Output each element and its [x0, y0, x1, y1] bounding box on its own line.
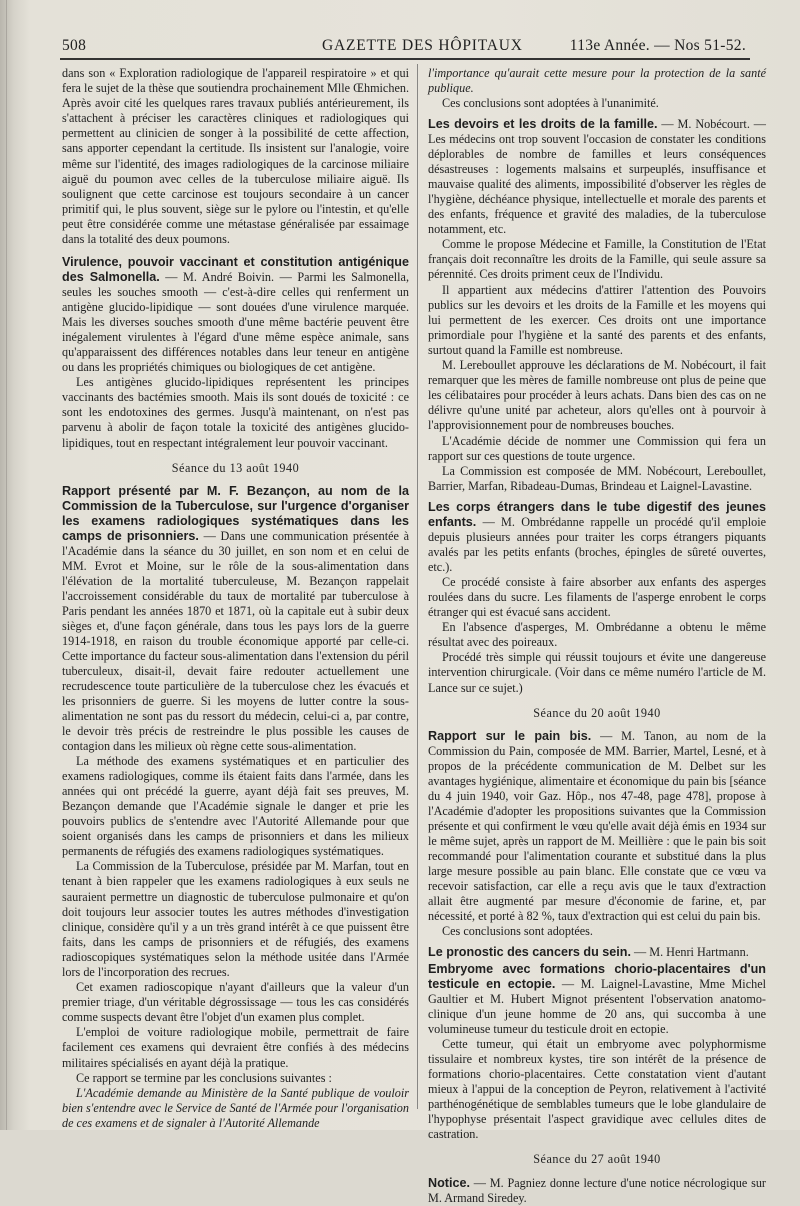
paragraph: Comme le propose Médecine et Famille, la Constitution de l'Etat français doit reconnaître les droits de la Famille, qui seule assure sa pérennité. Ces droits priment ceux de l'Individu. [428, 237, 766, 282]
paragraph: L'Académie demande au Ministère de la Santé publique de vouloir bien s'entendre avec le Service de Santé de l'Armée pour l'organisation de ces examens et de signaler à l'Autorité Allemande [62, 1085, 409, 1130]
article-heading: Notice. — M. Pagniez donne lecture d'une notice nécrologique sur M. Armand Siredey. [428, 1175, 766, 1205]
paragraph: Ces conclusions sont adoptées à l'unanimité. [442, 96, 659, 111]
paragraph: Ce rapport se termine par les conclusions suivantes : [76, 1070, 332, 1085]
paragraph: La Commission est composée de MM. Nobécourt, Lereboullet, Barrier, Marfan, Ribadeau-Dumas, Brindeau et Laignel-Lavastine. [428, 463, 766, 493]
paragraph: dans son « Exploration radiologique de l'appareil respiratoire » et qui fera le sujet de la thèse que soutiendra prochainement Mlle Œhmichen. Après avoir cité les quelques rares travaux publiés antérieurement, ils s'attachent à préciser les caractères cliniques et radiologiques qui permettent au clinicien de songer à la possibilité de cette affection, sans apporter cependant la certitude. Ils insistent sur l'analogie, voire même sur l'identité, des images radiologiques de la carcinose miliaire aiguë du poumon avec celles de la tuberculose miliaire aiguë. Ils soulignent que cette carcinose est toujours secondaire à un cancer primitif qui, le plus souvent, siège sur le pylore ou l'intestin, et qu'elle peut être considérée comme une métastase généralisée par essaimage dans la totalité des deux poumons. [62, 66, 409, 247]
paragraph: Procédé très simple qui réussit toujours et évite une dangereuse intervention chirurgicale. (Voir dans ce même numéro l'article de M. Lance sur ce sujet.) [428, 650, 766, 695]
header-rule [60, 58, 750, 60]
paragraph: La Commission de la Tuberculose, présidée par M. Marfan, tout en tenant à bien rappeler que les examens radiologiques à eux seuls ne sauraient permettre un diagnostic de tuberculose pulmonaire et qu'on doit toujours leur associer toutes les autres méthodes d'investigation clinique, considère qu'il y a un très grand intérêt à ce que puissent être faits, dans les camps de prisonniers et de réfugiés, des examens radioscopiques systématiques selon la méthode usitée dans l'Armée lors de l'incorporation des recrues. [62, 859, 409, 979]
column-divider [417, 64, 418, 1109]
right-column [428, 66, 766, 1206]
article-heading: Embryome avec formations chorio-placentaires d'un testicule en ectopie. — M. Laignel-Lavastine, Mme Michel Gaultier et M. Hubert Mignot présentent l'observation anatomo-clinique d'un jeune homme de 20 ans, qui succomba à une volumineuse tumeur du testicule droit en ectopie. [428, 961, 766, 1036]
paragraph: Cet examen radioscopique n'ayant d'ailleurs que la valeur d'un premier triage, d'un véritable dégrossissage — tous les cas considérés comme suspects devant être l'objet d'un examen plus complet. [62, 980, 409, 1025]
paragraph: L'Académie décide de nommer une Commission qui fera un rapport sur ces questions de toute urgence. [428, 433, 766, 463]
article-heading: Les devoirs et les droits de la famille. — M. Nobécourt. — Les médecins ont trop souvent l'occasion de constater les conditions déplorables de nombre de familles et leurs conséquences désastreuses : logements malsains et surpeuplés, insuffisance et mauvaise qualité des aliments, impossibilité d'observer les règles de l'hygiène, déchéance physique, intellectuelle et morale des parents et des enfants, fréquence et gravité des maladies, de la tuberculose notamment, etc. [428, 117, 766, 237]
paragraph: La méthode des examens systématiques et en particulier des examens radiologiques, comme ils étaient faits dans l'armée, dans les années qui ont précédé la guerre, ayant déjà fait ses preuves, M. Bezançon demande que l'Académie signale le danger et prie les pouvoirs publics de s'entendre avec l'Autorité Allemande pour que soient organisés dans les camps de prisonniers et dans les milieux permanents de réfugiés des examens radiologiques systématiques. [62, 753, 409, 859]
article-heading: Le pronostic des cancers du sein. — M. Henri Hartmann. [428, 944, 749, 959]
paragraph: Ces conclusions sont adoptées. [442, 923, 593, 938]
paragraph: Il appartient aux médecins d'attirer l'attention des Pouvoirs publics sur les devoirs et les droits de la Famille et les moyens qui lui permettent de les exercer. Ces droits ont une importance primordiale pour l'hygiène et la santé des parents et des enfants, surtout quand la Famille est nombreuse. [428, 282, 766, 357]
page-number: 508 [62, 37, 87, 54]
paragraph: M. Lereboullet approuve les déclarations de M. Nobécourt, il fait remarquer que les mères de famille nombreuse ont plus de peine que les célibataires pour procéder à leurs achats. Dans bien des cas on ne délivre qu'une unité par acheteur, alors qu'elles ont à pourvoir à l'approvisionnement pour de nombreuses bouches. [428, 358, 766, 433]
journal-title: GAZETTE DES HÔPITAUX [322, 37, 523, 54]
article-heading: Virulence, pouvoir vaccinant et constitution antigénique des Salmonella. — M. André Boivin. — Parmi les Salmonella, seules les souches smooth — c'est-à-dire celles qui renferment un antigène glucido-lipidique — sont douées d'une virulence marquée. Mais les diverses souches smooth d'une même bactérie peuvent être inégalement virulentes à l'égard d'une même espèce animale, sans qu'apparaissent des différences notables dans leur teneur en antigène ou dans les propriétés chimiques ou biologiques de cet antigène. [62, 255, 409, 375]
article-heading: Rapport présenté par M. F. Bezançon, au nom de la Commission de la Tuberculose, sur l'urgence d'organiser les examens radiologiques systématiques dans les camps de prisonniers. — Dans une communication présentée à l'Académie dans la séance du 30 juillet, en son nom et en celui de MM. Evrot et Moine, sur le rôle de la sous-alimentation dans l'élévation de la mortalité tuberculeuse, M. Bezançon rappelait l'accroissement considérable du taux de mortalité par tuberculose à Paris pendant les années 1870 et 1871, où la capitale eut à subir deux sièges et, d'une façon générale, dans tous les pays lors de la guerre 1914-1918, en raison du trouble économique apporté par celle-ci. Cette importance du facteur sous-alimentation dans l'extension du péril tuberculeux, disait-il, devait faire redouter actuellement une recrudescence toute particulière de la tuberculose chez les évacués et les prisonniers de guerre. Si les moyens de lutter contre la sous-alimentation ne sont pas du ressort du médecin, celui-ci a, par contre, le devoir très précis de restreindre le plus possible les causes de contagion dans les milieux où règne cette sous-alimentation. [62, 483, 409, 753]
paragraph: l'importance qu'aurait cette mesure pour la protection de la santé publique. [428, 66, 766, 96]
paragraph: En l'absence d'asperges, M. Ombrédanne a obtenu le même résultat avec des poireaux. [428, 620, 766, 650]
paragraph: Les antigènes glucido-lipidiques représentent les principes vaccinants des bactémies smooth. Mais ils sont doués de toxicité : ce sont les endotoxines des germes. Jusqu'à maintenant, on n'est pas parvenu à abolir de façon totale la toxicité des antigènes glucido-lipidiques, tout en respectant intégralement leur pouvoir vaccinant. [62, 375, 409, 450]
paragraph: L'emploi de voiture radiologique mobile, permettrait de faire facilement ces examens qui devraient être confiés à des médecins militaires spécialisés en ayant déjà la pratique. [62, 1025, 409, 1070]
article-heading: Rapport sur le pain bis. — M. Tanon, au nom de la Commission du Pain, composée de MM. Barrier, Martel, Lesné, et à propos de la précédente communication de M. Delbet sur les avantages hygiénique, alimentaire et économique du pain bis [séance du 4 juin 1940, voir Gaz. Hôp., nos 47-48, page 478], propose à l'Académie d'adopter les propositions suivantes que la Commission présente et qui confirment le vœu qu'elle avait déjà émis en 1934 sur le même sujet, après un rapport de M. Meillière : que le pain bis soit recommandé pour l'alimentation courante et substitué dans la plus large mesure possible au pain blanc. Elle constate que ce vœu va recevoir satisfaction, car elle a reçu avis que le taux d'extraction allait être augmenté par mesure d'économie de farine, et, par nécessité, et porté à 82 %, taux d'extraction qui est celui du pain bis. [428, 728, 766, 923]
session-heading: Séance du 20 août 1940 [533, 705, 661, 720]
paragraph: Cette tumeur, qui était un embryome avec polyphormisme tissulaire et nombreux kystes, tire son intérêt de la présence de formations chorio-placentaires. Cette constatation vient d'autant mieux à l'appui de la conception de Peyron, relativement à l'activité parthénogénétique de semblables tumeurs que le lobe glandulaire de l'hypophyse présentait l'aspect gravidique avec cellules dites de castration. [428, 1036, 766, 1142]
session-heading: Séance du 13 août 1940 [171, 460, 300, 475]
running-header [62, 34, 782, 58]
left-column [62, 66, 409, 1131]
session-heading: Séance du 27 août 1940 [533, 1152, 661, 1167]
article-heading: Les corps étrangers dans le tube digestif des jeunes enfants. — M. Ombrédanne rappelle un procédé qu'il emploie depuis plusieurs années pour traiter les corps étrangers piquants avalés par les petits enfants (broches, épingles de sûreté ouvertes, etc.). [428, 499, 766, 574]
binding-edge [6, 0, 7, 1130]
paragraph: Ce procédé consiste à faire absorber aux enfants des asperges roulées dans du sucre. Les filaments de l'asperge enrobent le corps étranger qui est évacué sans accident. [428, 574, 766, 620]
issue-number: 113e Année. — Nos 51-52. [569, 37, 746, 54]
